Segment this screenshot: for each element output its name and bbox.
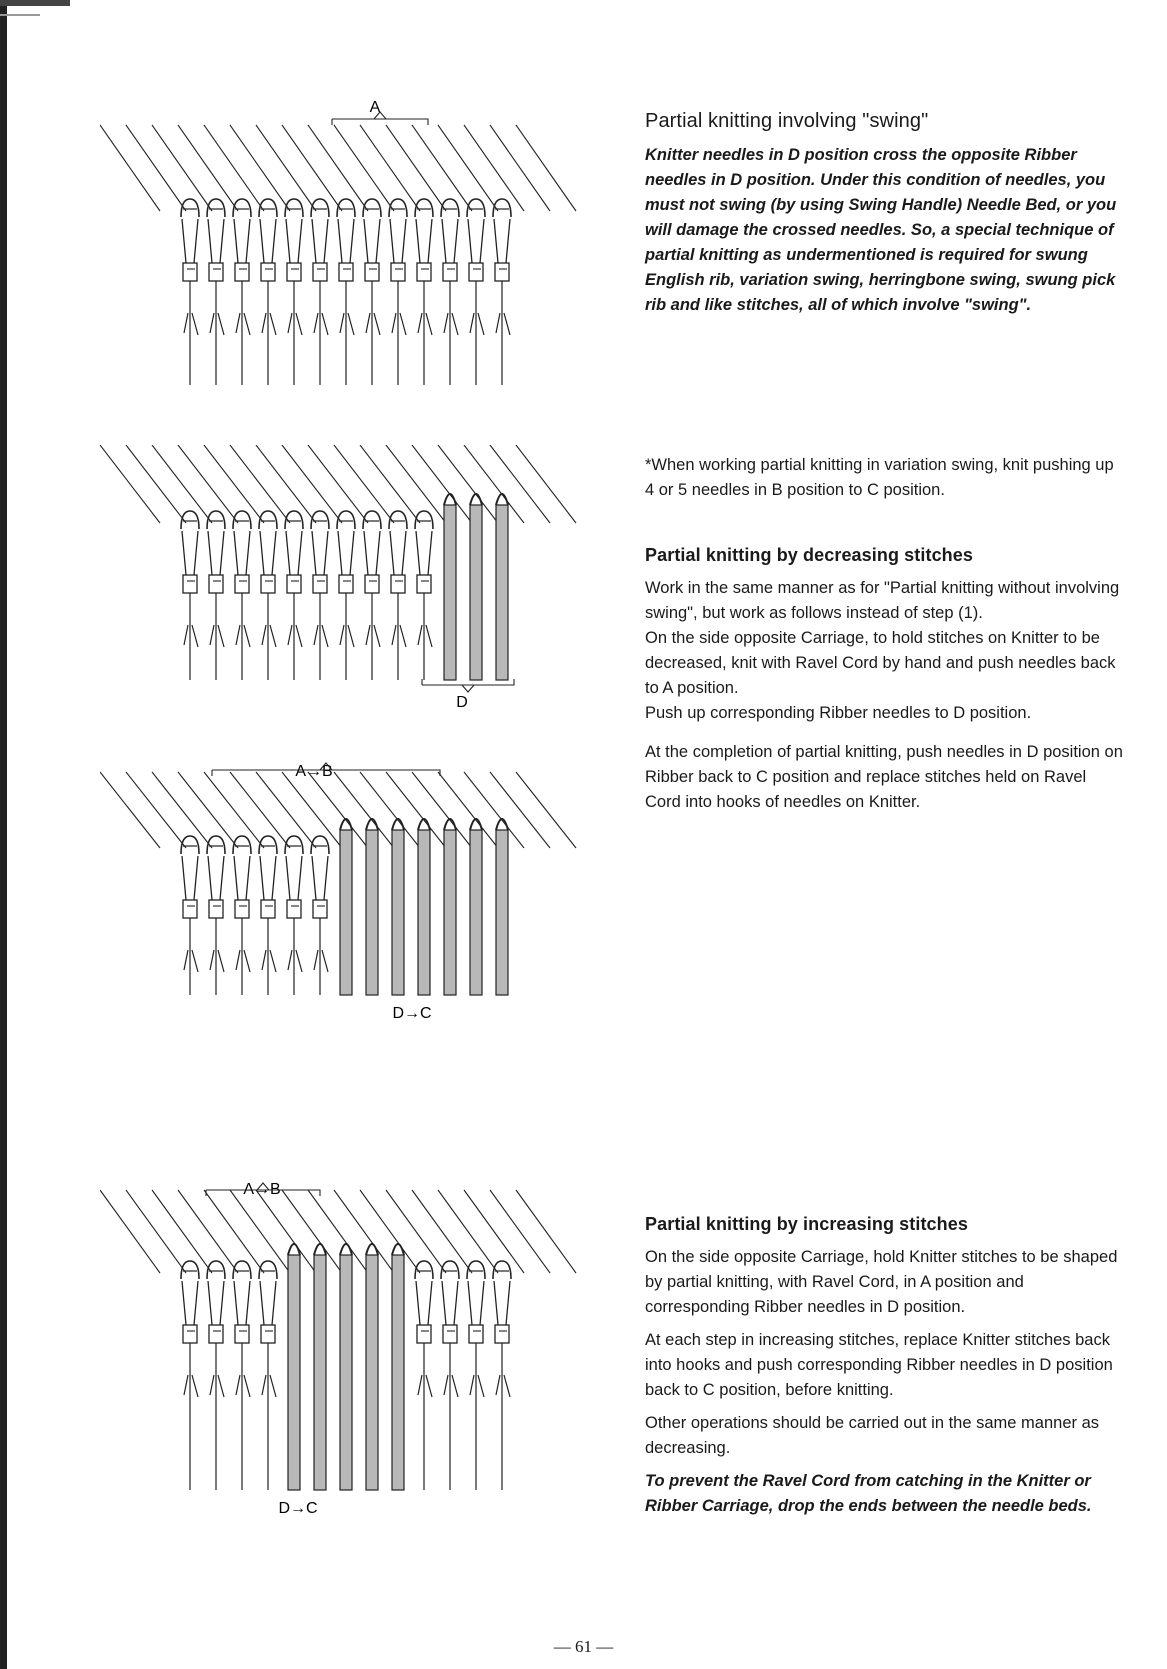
stitch-legs xyxy=(208,1281,224,1325)
stitch-legs xyxy=(234,219,250,263)
stitch-legs xyxy=(286,219,302,263)
needle-diagram-1 xyxy=(100,95,580,415)
yarn-strand xyxy=(126,772,186,848)
yarn-strand xyxy=(334,125,394,211)
needle-latch xyxy=(184,950,198,972)
stitch-legs xyxy=(286,856,302,900)
needle-latch xyxy=(210,625,224,647)
stitch-legs xyxy=(208,531,224,575)
sinker-block xyxy=(183,575,197,593)
yarn-strand xyxy=(230,1190,290,1273)
needle-diagram-4 xyxy=(100,1180,580,1525)
sinker-block xyxy=(209,575,223,593)
ribber-needle xyxy=(314,1255,326,1490)
section-decrease xyxy=(645,545,1125,823)
stitch-legs xyxy=(312,856,328,900)
needle-row xyxy=(100,772,576,995)
needle-hook xyxy=(288,1244,300,1255)
needle-latch xyxy=(392,625,406,647)
stitch-legs xyxy=(338,219,354,263)
yarn-strand xyxy=(152,1190,212,1273)
sinker-block xyxy=(391,575,405,593)
sinker-block xyxy=(391,263,405,281)
sinker-block xyxy=(209,900,223,918)
ribber-needle xyxy=(496,830,508,995)
needle-hook xyxy=(392,1244,404,1255)
stitch-legs xyxy=(468,1281,484,1325)
yarn-strand xyxy=(360,125,420,211)
needle-latch xyxy=(366,625,380,647)
yarn-strand xyxy=(490,1190,550,1273)
yarn-strand xyxy=(100,125,160,211)
section-note xyxy=(645,453,1125,511)
yarn-strand xyxy=(308,125,368,211)
stitch-legs xyxy=(182,531,198,575)
sinker-block xyxy=(443,263,457,281)
needle-hook xyxy=(496,494,508,505)
yarn-strand xyxy=(516,125,576,211)
needle-latch xyxy=(262,950,276,972)
stitch-legs xyxy=(416,219,432,263)
needle-latch xyxy=(340,625,354,647)
sinker-block xyxy=(183,263,197,281)
ribber-needle xyxy=(392,830,404,995)
needle-latch xyxy=(288,950,302,972)
needle-latch xyxy=(288,313,302,335)
needle-latch xyxy=(262,1375,276,1397)
sinker-block xyxy=(235,263,249,281)
stitch-legs xyxy=(390,531,406,575)
stitch-legs xyxy=(390,219,406,263)
stitch-legs xyxy=(182,1281,198,1325)
stitch-legs xyxy=(260,856,276,900)
paragraph-emphasis: To prevent the Ravel Cord from catching in the Knitter or Ribber Carriage, drop the ends between the needle beds. xyxy=(645,1472,1092,1515)
section-heading: Partial knitting involving "swing" xyxy=(645,110,929,132)
needle-latch xyxy=(418,1375,432,1397)
figure-increase xyxy=(100,1180,580,1525)
paragraph: Other operations should be carried out in the same manner as decreasing. xyxy=(645,1414,1100,1457)
needle-latch xyxy=(444,1375,458,1397)
figure-decrease-step1 xyxy=(100,445,580,755)
sinker-block xyxy=(235,575,249,593)
paragraph: At each step in increasing stitches, replace Knitter stitches back into hooks and push corresponding Ribber needles in D position back to C position, before knitting. xyxy=(645,1331,1113,1399)
needle-latch xyxy=(418,625,432,647)
stitch-legs xyxy=(416,531,432,575)
section-swing xyxy=(645,110,1125,326)
sinker-block xyxy=(287,575,301,593)
paragraph: On the side opposite Carriage, hold Knitter stitches to be shaped by partial knitting, with Ravel Cord, in A position and corresponding Ribber needles in D position. xyxy=(645,1248,1118,1316)
needle-latch xyxy=(236,625,250,647)
stitch-legs xyxy=(312,219,328,263)
section-increase xyxy=(645,1214,1125,1527)
paragraph: On the side opposite Carriage, to hold stitches on Knitter to be decreased, knit with Ravel Cord by hand and push needles back to A position. xyxy=(645,629,1116,697)
stitch-legs xyxy=(494,1281,510,1325)
needle-latch xyxy=(210,950,224,972)
needle-latch xyxy=(184,625,198,647)
needle-latch xyxy=(314,950,328,972)
stitch-legs xyxy=(364,219,380,263)
needle-hook xyxy=(314,1244,326,1255)
yarn-strand xyxy=(126,125,186,211)
needle-latch xyxy=(340,313,354,335)
yarn-strand xyxy=(516,445,576,523)
stitch-legs xyxy=(312,531,328,575)
ribber-needle xyxy=(470,505,482,680)
needle-latch xyxy=(210,313,224,335)
stitch-legs xyxy=(286,531,302,575)
needle-latch xyxy=(314,313,328,335)
stitch-legs xyxy=(182,219,198,263)
ribber-needle xyxy=(418,830,430,995)
sinker-block xyxy=(417,263,431,281)
yarn-strand xyxy=(204,1190,264,1273)
yarn-strand xyxy=(204,125,264,211)
stitch-legs xyxy=(234,856,250,900)
sinker-block xyxy=(313,900,327,918)
sinker-block xyxy=(313,263,327,281)
needle-latch xyxy=(288,625,302,647)
needle-latch xyxy=(470,1375,484,1397)
stitch-legs xyxy=(468,219,484,263)
sinker-block xyxy=(287,263,301,281)
position-bracket xyxy=(422,679,514,692)
yarn-strand xyxy=(516,772,576,848)
paragraph: Work in the same manner as for "Partial knitting without involving swing", but work as follows instead of step (1). xyxy=(645,579,1120,622)
sinker-block xyxy=(209,1325,223,1343)
binding-mark xyxy=(0,14,40,16)
yarn-strand xyxy=(438,125,498,211)
sinker-block xyxy=(469,263,483,281)
sinker-block xyxy=(365,263,379,281)
needle-latch xyxy=(366,313,380,335)
ribber-needle xyxy=(340,1255,352,1490)
needle-latch xyxy=(496,313,510,335)
stitch-legs xyxy=(442,1281,458,1325)
sinker-block xyxy=(183,900,197,918)
paragraph: Push up corresponding Ribber needles to D position. xyxy=(645,704,1032,722)
stitch-legs xyxy=(208,219,224,263)
stitch-legs xyxy=(416,1281,432,1325)
stitch-legs xyxy=(208,856,224,900)
ribber-needle xyxy=(366,830,378,995)
yarn-strand xyxy=(100,445,160,523)
section-body: Knitter needles in D position cross the opposite Ribber needles in D position. Under this condition of needles, you must not swing (by using Swing Handle) Needle Bed, or you will damage the crossed needles. So, a special technique of partial knitting as undermentioned is required for swung English rib, variation swing, herringbone swing, swung pick rib and like stitches, all of which involve "swing". xyxy=(645,146,1117,314)
ribber-needle xyxy=(392,1255,404,1490)
sinker-block xyxy=(313,575,327,593)
yarn-strand xyxy=(256,125,316,211)
ribber-needle xyxy=(366,1255,378,1490)
yarn-strand xyxy=(152,445,212,523)
yarn-strand xyxy=(412,1190,472,1273)
label-d-to-c: D→C xyxy=(392,1005,432,1022)
section-heading: Partial knitting by decreasing stitches xyxy=(645,545,973,565)
ribber-needle xyxy=(444,505,456,680)
needle-hook xyxy=(366,1244,378,1255)
needle-latch xyxy=(418,313,432,335)
sinker-block xyxy=(261,575,275,593)
figure-swing-needles xyxy=(100,95,580,415)
binding-tab xyxy=(0,0,70,6)
yarn-strand xyxy=(256,1190,316,1273)
yarn-strand xyxy=(126,1190,186,1273)
label-a-to-b: A→B xyxy=(243,1181,281,1198)
stitch-legs xyxy=(260,1281,276,1325)
sinker-block xyxy=(235,900,249,918)
yarn-strand xyxy=(464,1190,524,1273)
sinker-block xyxy=(339,575,353,593)
needle-latch xyxy=(392,313,406,335)
needle-latch xyxy=(236,950,250,972)
needle-latch xyxy=(184,1375,198,1397)
needle-latch xyxy=(444,313,458,335)
needle-row xyxy=(100,1190,576,1490)
sinker-block xyxy=(495,1325,509,1343)
yarn-strand xyxy=(100,1190,160,1273)
needle-latch xyxy=(184,313,198,335)
yarn-strand xyxy=(464,125,524,211)
ribber-needle xyxy=(444,830,456,995)
needle-latch xyxy=(236,313,250,335)
page-number: — 61 — xyxy=(553,1637,614,1656)
ribber-needle xyxy=(470,830,482,995)
sinker-block xyxy=(495,263,509,281)
stitch-legs xyxy=(364,531,380,575)
needle-latch xyxy=(262,625,276,647)
needle-latch xyxy=(210,1375,224,1397)
yarn-strand xyxy=(126,445,186,523)
needle-row xyxy=(100,445,576,680)
stitch-legs xyxy=(494,219,510,263)
stitch-legs xyxy=(260,219,276,263)
needle-latch xyxy=(470,313,484,335)
stitch-legs xyxy=(338,531,354,575)
section-heading: Partial knitting by increasing stitches xyxy=(645,1214,968,1234)
needle-latch xyxy=(236,1375,250,1397)
needle-hook xyxy=(444,494,456,505)
needle-latch xyxy=(496,1375,510,1397)
yarn-strand xyxy=(100,772,160,848)
sinker-block xyxy=(469,1325,483,1343)
stitch-legs xyxy=(182,856,198,900)
yarn-strand xyxy=(178,125,238,211)
needle-latch xyxy=(262,313,276,335)
stitch-legs xyxy=(234,1281,250,1325)
yarn-strand xyxy=(516,1190,576,1273)
page-binding-edge xyxy=(0,0,7,1669)
stitch-legs xyxy=(442,219,458,263)
yarn-strand xyxy=(412,125,472,211)
sinker-block xyxy=(261,900,275,918)
needle-diagram-3 xyxy=(100,760,580,1100)
label-d-to-c: D→C xyxy=(278,1500,318,1517)
sinker-block xyxy=(365,575,379,593)
needle-hook xyxy=(470,494,482,505)
sinker-block xyxy=(443,1325,457,1343)
sinker-block xyxy=(235,1325,249,1343)
ribber-needle xyxy=(288,1255,300,1490)
stitch-legs xyxy=(234,531,250,575)
yarn-strand xyxy=(178,1190,238,1273)
needle-latch xyxy=(314,625,328,647)
yarn-strand xyxy=(386,125,446,211)
paragraph: At the completion of partial knitting, push needles in D position on Ribber back to C position and replace stitches held on Ravel Cord into hooks of needles on Knitter. xyxy=(645,743,1123,811)
needle-row xyxy=(100,125,576,385)
yarn-strand xyxy=(152,125,212,211)
ribber-needle xyxy=(340,830,352,995)
figure-decrease-step2 xyxy=(100,760,580,1100)
sinker-block xyxy=(339,263,353,281)
label-a: A xyxy=(369,99,381,116)
yarn-strand xyxy=(230,125,290,211)
sinker-block xyxy=(417,575,431,593)
stitch-legs xyxy=(260,531,276,575)
label-a-to-b: A→B xyxy=(295,763,333,780)
sinker-block xyxy=(287,900,301,918)
yarn-strand xyxy=(438,1190,498,1273)
sinker-block xyxy=(261,263,275,281)
label-d: D xyxy=(456,694,468,711)
needle-diagram-2 xyxy=(100,445,580,755)
note-text: *When working partial knitting in variation swing, knit pushing up 4 or 5 needles in B position to C position. xyxy=(645,456,1114,499)
ribber-needle xyxy=(496,505,508,680)
sinker-block xyxy=(209,263,223,281)
needle-hook xyxy=(340,1244,352,1255)
sinker-block xyxy=(183,1325,197,1343)
sinker-block xyxy=(417,1325,431,1343)
yarn-strand xyxy=(282,125,342,211)
sinker-block xyxy=(261,1325,275,1343)
yarn-strand xyxy=(152,772,212,848)
yarn-strand xyxy=(490,125,550,211)
